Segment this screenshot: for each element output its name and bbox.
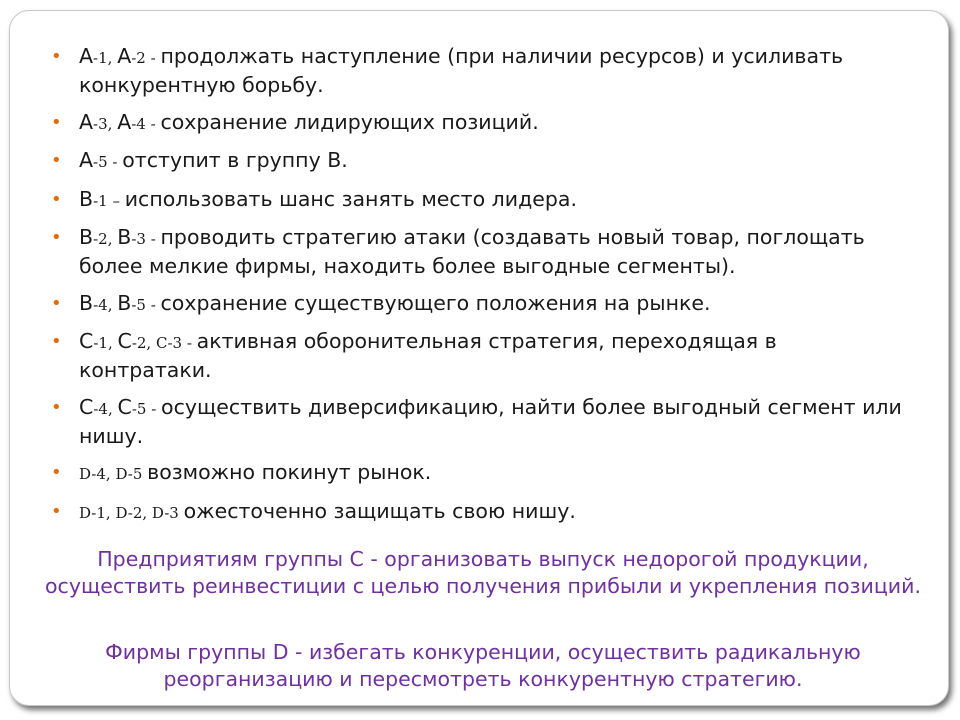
list-item: • С-4, С-5 - осуществить диверсификацию, найти более выгодный сегмент или нишу. [51, 394, 902, 448]
bullet-icon: • [51, 111, 62, 133]
list-item: • В-4, В-5 - сохранение существующего положения на рынке. [51, 290, 711, 315]
group-c-recommendation: Предприятиям группы С - организовать выпуск недорогой продукции, осуществить реинвестиции с целью получения прибыли и укрепления позиций. [45, 547, 921, 598]
bullet-icon: • [51, 150, 62, 171]
bullet-icon: • [51, 462, 62, 483]
bullet-icon: • [51, 227, 62, 248]
group-d-recommendation: Фирмы группы D - избегать конкуренции, осуществить радикальную реорганизацию и пересмотреть конкурентную стратегию. [105, 640, 861, 691]
list-item: • А-3, А-4 - сохранение лидирующих позиций. [51, 109, 539, 134]
bullet-icon: • [51, 396, 62, 418]
bullet-icon: • [51, 46, 62, 67]
bullet-list [50, 43, 910, 536]
bullet-icon: • [51, 331, 62, 352]
bullet-icon: • [51, 292, 62, 314]
list-item: • В-2, В-3 - проводить стратегию атаки (создавать новый товар, поглощать более мелкие фирмы, находить более выгодные сегменты). [51, 225, 865, 278]
slide [9, 10, 949, 706]
bullet-icon: • [51, 188, 62, 210]
list-item: • А-5 - отступит в группу В. [51, 148, 348, 172]
list-item: • D-1, D-2, D-3 ожесточенно защищать свою нишу. [51, 498, 576, 523]
list-item: • А-1, А-2 - продолжать наступление (при наличии ресурсов) и усиливать конкурентную борьбу. [51, 44, 844, 97]
list-item: • D-4, D-5 возможно покинут рынок. [51, 460, 432, 484]
list-item: • В-1 – использовать шанс занять место лидера. [51, 186, 577, 211]
list-item: • С-1, С-2, С-3 - активная оборонительная стратегия, переходящая в контратаки. [51, 329, 777, 382]
bullet-icon: • [51, 500, 62, 522]
